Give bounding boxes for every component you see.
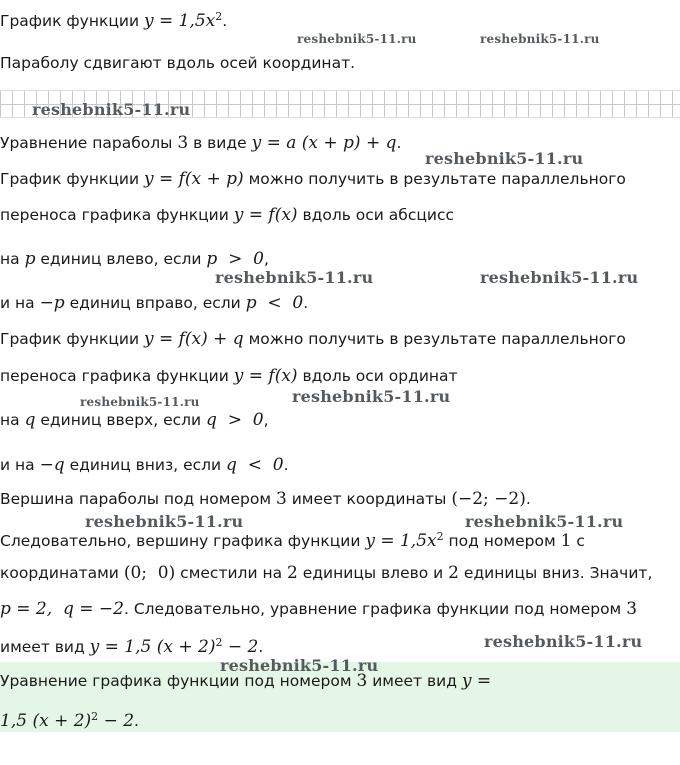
solution-line xyxy=(0,248,269,270)
math-formula: − 2 xyxy=(222,637,259,658)
solution-line xyxy=(0,168,626,190)
text: можно получить в результате параллельного xyxy=(243,330,626,348)
math-formula: y = f(x) xyxy=(233,205,298,225)
text: единиц вниз, если xyxy=(64,456,227,474)
math-formula: −p xyxy=(39,293,65,313)
problem-statement xyxy=(0,6,227,32)
text: Параболу сдвигают вдоль осей координат. xyxy=(0,54,356,72)
solution-line xyxy=(0,365,458,387)
watermark: reshebnik5-11.ru xyxy=(480,268,639,287)
solution-line xyxy=(0,598,637,620)
solution-line xyxy=(0,292,308,314)
text: в виде xyxy=(188,134,252,152)
text: . xyxy=(283,456,289,474)
math-formula: q xyxy=(24,410,36,430)
text: с xyxy=(571,532,585,551)
text: . xyxy=(134,712,139,731)
text: имеет вид xyxy=(0,638,90,657)
coordinates: (−2; −2) xyxy=(451,489,526,509)
math-formula: p < 0 xyxy=(245,293,304,313)
math-formula: y = 1,5x xyxy=(365,531,437,552)
watermark: reshebnik5-11.ru xyxy=(425,149,584,168)
watermark: reshebnik5-11.ru xyxy=(465,512,624,531)
solution-line xyxy=(0,204,454,226)
math-formula: y = f(x) + q xyxy=(143,329,244,349)
text: График функции xyxy=(0,170,144,188)
text: . xyxy=(303,294,309,312)
solution-line xyxy=(0,132,401,154)
watermark: reshebnik5-11.ru xyxy=(220,656,379,675)
math-formula: − 2 xyxy=(98,711,135,732)
math-formula: p > 0 xyxy=(206,249,264,269)
text: и на xyxy=(0,456,40,474)
math-formula: q > 0 xyxy=(206,410,264,430)
solution-line xyxy=(0,328,626,350)
text: можно получить в результате параллельного xyxy=(243,170,626,188)
math-formula: p xyxy=(24,249,36,269)
coordinates: (0; 0) xyxy=(123,563,176,583)
text: имеет вид xyxy=(367,672,462,690)
number: 3 xyxy=(356,671,368,691)
text: Уравнение параболы xyxy=(0,134,178,152)
text: единицы влево и xyxy=(297,564,449,582)
solution-line xyxy=(0,488,531,510)
number: 2 xyxy=(287,563,298,583)
solution-line xyxy=(0,409,269,431)
text: . Следовательно, уравнение графика функции под номером xyxy=(123,600,627,618)
text: . xyxy=(396,134,402,152)
text: . xyxy=(258,638,264,657)
exponent: 2 xyxy=(436,530,444,543)
text: единиц вверх, если xyxy=(35,411,207,429)
text: единиц вправо, если xyxy=(64,294,246,312)
math-formula: q < 0 xyxy=(226,455,284,475)
watermark: reshebnik5-11.ru xyxy=(297,32,417,46)
math-formula: y = 1,5x xyxy=(143,11,216,32)
text: сместили на xyxy=(175,564,288,582)
math-formula: y = xyxy=(461,671,492,691)
text: единиц влево, если xyxy=(35,250,207,268)
text: вдоль оси ординат xyxy=(297,367,458,385)
math-formula: y = 1,5 (x + 2) xyxy=(89,637,216,658)
watermark: reshebnik5-11.ru xyxy=(85,512,244,531)
text: на xyxy=(0,250,25,268)
exponent: 2 xyxy=(91,710,99,723)
watermark: reshebnik5-11.ru xyxy=(292,387,451,406)
math-formula: y = f(x + p) xyxy=(143,169,244,189)
answer-line xyxy=(0,706,139,732)
problem-description xyxy=(0,52,355,74)
math-formula: −q xyxy=(39,455,65,475)
math-formula: y = a (x + p) + q xyxy=(251,133,397,153)
text: переноса графика функции xyxy=(0,367,234,385)
text: График функции xyxy=(0,330,144,348)
text: , xyxy=(263,411,269,429)
text: Следовательно, вершину графика функции xyxy=(0,532,366,551)
text: под номером xyxy=(443,532,561,551)
text: на xyxy=(0,411,25,429)
watermark: reshebnik5-11.ru xyxy=(215,268,374,287)
watermark: reshebnik5-11.ru xyxy=(480,32,600,46)
number: 3 xyxy=(275,489,287,509)
number: 3 xyxy=(177,133,189,153)
text: , xyxy=(263,250,269,268)
text: вдоль оси абсцисс xyxy=(297,206,455,224)
exponent: 2 xyxy=(215,636,223,649)
text: единицы вниз. Значит, xyxy=(459,564,653,582)
solution-line xyxy=(0,632,263,658)
text: . xyxy=(525,490,531,508)
number: 1 xyxy=(560,531,572,552)
math-formula: p = 2, q = −2 xyxy=(0,599,124,619)
text: . xyxy=(222,12,228,31)
text: и на xyxy=(0,294,40,312)
math-formula: y = f(x) xyxy=(233,366,298,386)
watermark: reshebnik5-11.ru xyxy=(80,395,200,409)
solution-line xyxy=(0,562,652,584)
number: 2 xyxy=(448,563,459,583)
watermark: reshebnik5-11.ru xyxy=(32,100,191,119)
text: Уравнение графика функции под номером xyxy=(0,672,357,690)
text: переноса графика функции xyxy=(0,206,234,224)
number: 3 xyxy=(626,599,638,619)
text: координатами xyxy=(0,564,124,582)
solution-line xyxy=(0,454,289,476)
text: имеет координаты xyxy=(286,490,452,508)
watermark: reshebnik5-11.ru xyxy=(484,632,643,651)
text: График функции xyxy=(0,12,144,31)
math-formula: 1,5 (x + 2) xyxy=(0,711,92,732)
text: Вершина параболы под номером xyxy=(0,490,276,508)
exponent: 2 xyxy=(215,10,223,23)
